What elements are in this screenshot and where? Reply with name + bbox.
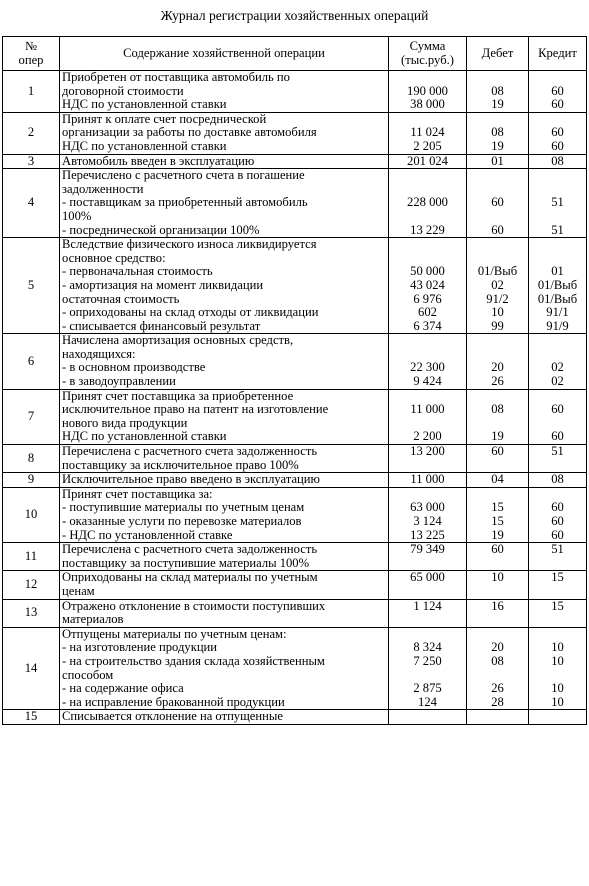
operation-description: Принят к оплате счет посреднической	[62, 111, 267, 126]
operation-number: 7	[3, 389, 60, 444]
journal-title: Журнал регистрации хозяйственных операций	[160, 8, 429, 23]
operation-description: находящихся:	[62, 346, 136, 361]
operation-number: 12	[3, 571, 60, 599]
operation-debit	[467, 210, 528, 224]
operation-sum: 190 000	[407, 83, 448, 98]
operation-description: Приобретен от поставщика автомобиль по	[62, 70, 290, 84]
operation-sum: 6 976	[413, 291, 442, 306]
operation-credit	[529, 71, 586, 85]
operation-debit-cell	[467, 599, 529, 627]
table-row	[3, 543, 587, 571]
operation-description-cell	[60, 238, 389, 334]
operation-credit: 02	[551, 374, 564, 389]
operation-description: Автомобиль введен в эксплуатацию	[62, 153, 255, 168]
operation-description: ценам	[62, 583, 95, 598]
operation-number: 11	[3, 543, 60, 571]
operation-credit	[529, 557, 586, 571]
operation-description: - посреднической организации 100%	[62, 222, 260, 237]
operation-sum: 43 024	[410, 277, 445, 292]
operation-credit-cell	[529, 389, 587, 444]
operation-description-cell	[60, 571, 389, 599]
operation-credit: 01/Выб	[537, 291, 578, 306]
operation-debit: 08	[491, 83, 504, 98]
operation-debit: 16	[491, 598, 504, 613]
operation-sum: 11 000	[410, 402, 445, 417]
operation-credit: 15	[551, 570, 564, 585]
operation-sum	[389, 613, 466, 627]
operation-credit-cell	[529, 571, 587, 599]
operation-description: НДС по установленной ставки	[62, 138, 227, 153]
operation-debit: 19	[491, 527, 504, 542]
operation-description: - амортизация на момент ликвидации	[62, 277, 264, 292]
operation-debit-cell	[467, 487, 529, 542]
operation-credit-cell	[529, 112, 587, 154]
operation-description: - на содержание офиса	[62, 681, 184, 696]
operation-credit: 10	[551, 653, 564, 668]
operation-debit-cell	[467, 571, 529, 599]
operation-description-cell	[60, 169, 389, 238]
operation-credit	[529, 183, 586, 197]
operation-description-cell	[60, 154, 389, 169]
operation-number: 10	[3, 487, 60, 542]
operation-sum	[389, 710, 466, 724]
operation-sum	[389, 348, 466, 362]
operation-sum: 2 205	[413, 138, 442, 153]
operation-sum	[389, 183, 466, 197]
operation-description: Перечислена с расчетного счета задолженность	[62, 444, 318, 459]
operation-description: Отпущены материалы по учетным ценам:	[62, 626, 287, 641]
operation-sum	[389, 459, 466, 473]
operation-debit-cell	[467, 169, 529, 238]
operation-debit-cell	[467, 543, 529, 571]
operation-description-cell	[60, 487, 389, 542]
header-number-line: опер	[18, 52, 44, 67]
operation-description: Исключительное право введено в эксплуатацию	[62, 472, 320, 487]
operation-credit	[529, 417, 586, 431]
operation-number: 2	[3, 112, 60, 154]
operation-description-cell	[60, 473, 389, 488]
operation-description: НДС по установленной ставки	[62, 429, 227, 444]
operation-sum-cell	[389, 473, 467, 488]
operation-description: нового вида продукции	[62, 415, 188, 430]
operation-description: задолженности	[62, 181, 144, 196]
operation-credit: 10	[551, 640, 564, 655]
operation-number: 9	[3, 473, 60, 488]
operation-description-cell	[60, 389, 389, 444]
operation-debit: 60	[491, 222, 504, 237]
operation-description: Принят счет поставщика за приобретенное	[62, 388, 294, 403]
operation-sum: 7 250	[413, 653, 442, 668]
operation-debit-cell	[467, 445, 529, 473]
operation-description: - поставщикам за приобретенный автомобиль	[62, 195, 308, 210]
operation-description: - НДС по установленной ставке	[62, 527, 233, 542]
operation-sum	[389, 334, 466, 348]
operation-description: поставщику за исключительное право 100%	[62, 457, 299, 472]
operation-credit	[529, 334, 586, 348]
operation-sum	[389, 390, 466, 404]
table-row	[3, 169, 587, 238]
operation-number: 8	[3, 445, 60, 473]
operation-sum: 6 374	[413, 318, 442, 333]
operation-sum: 13 225	[410, 527, 445, 542]
header-description: Содержание хозяйственной операции	[60, 37, 389, 71]
operation-debit-cell	[467, 154, 529, 169]
operation-credit-cell	[529, 473, 587, 488]
table-row	[3, 112, 587, 154]
operation-credit-cell	[529, 169, 587, 238]
operation-credit: 60	[551, 402, 564, 417]
operation-description: исключительное право на патент на изготовление	[62, 402, 329, 417]
operation-description: Перечислено с расчетного счета в погашение	[62, 168, 305, 183]
operation-description: НДС по установленной ставки	[62, 97, 227, 112]
operation-sum	[389, 585, 466, 599]
operation-sum: 50 000	[410, 264, 445, 279]
operation-credit	[529, 169, 586, 183]
operation-credit: 60	[551, 97, 564, 112]
operation-debit	[467, 334, 528, 348]
operation-sum: 228 000	[407, 195, 448, 210]
operation-sum-cell	[389, 154, 467, 169]
operation-sum-cell	[389, 710, 467, 725]
operation-credit: 08	[551, 472, 564, 487]
operation-credit: 15	[551, 598, 564, 613]
table-row	[3, 473, 587, 488]
operation-sum: 79 349	[410, 542, 445, 557]
operation-sum-cell	[389, 71, 467, 113]
operation-debit	[467, 238, 528, 252]
operation-sum-cell	[389, 445, 467, 473]
operation-number: 15	[3, 710, 60, 725]
operation-sum	[389, 252, 466, 266]
operation-description: договорной стоимости	[62, 83, 184, 98]
operation-description: материалов	[62, 612, 124, 627]
operation-sum: 11 000	[410, 472, 445, 487]
operation-sum	[389, 169, 466, 183]
operation-credit: 60	[551, 500, 564, 515]
operation-debit-cell	[467, 389, 529, 444]
operation-description: Перечислена с расчетного счета задолженность	[62, 542, 318, 557]
operation-description-cell	[60, 599, 389, 627]
operation-debit	[467, 169, 528, 183]
operation-debit	[467, 669, 528, 683]
operation-credit: 60	[551, 83, 564, 98]
operation-debit-cell	[467, 238, 529, 334]
operation-debit: 15	[491, 500, 504, 515]
operation-credit	[529, 238, 586, 252]
operation-description: Отражено отклонение в стоимости поступивших	[62, 598, 326, 613]
operation-debit: 19	[491, 97, 504, 112]
operation-description: - на исправление бракованной продукции	[62, 694, 285, 709]
operation-credit	[529, 613, 586, 627]
table-row	[3, 627, 587, 710]
operation-debit	[467, 613, 528, 627]
table-row	[3, 71, 587, 113]
operation-credit-cell	[529, 710, 587, 725]
operation-credit: 60	[551, 138, 564, 153]
operation-debit	[467, 557, 528, 571]
operation-sum: 2 875	[413, 681, 442, 696]
operation-number: 13	[3, 599, 60, 627]
operation-credit: 10	[551, 694, 564, 709]
operation-description-cell	[60, 71, 389, 113]
operation-sum	[389, 417, 466, 431]
operation-description: - оприходованы на склад отходы от ликвидации	[62, 305, 319, 320]
header-number-line: №	[24, 38, 38, 53]
operation-debit	[467, 348, 528, 362]
operation-credit	[529, 585, 586, 599]
operation-debit: 26	[491, 681, 504, 696]
operation-debit-cell	[467, 473, 529, 488]
operation-debit-cell	[467, 627, 529, 710]
operation-credit	[529, 669, 586, 683]
header-debit: Дебет	[467, 37, 529, 71]
operation-description: Оприходованы на склад материалы по учетным	[62, 570, 318, 585]
operation-number: 5	[3, 238, 60, 334]
operation-debit	[467, 71, 528, 85]
operation-credit: 02	[551, 360, 564, 375]
operation-credit	[529, 459, 586, 473]
operation-description: - на изготовление продукции	[62, 640, 218, 655]
operation-credit-cell	[529, 71, 587, 113]
operation-description: основное средство:	[62, 250, 166, 265]
operation-sum	[389, 488, 466, 502]
operation-sum-cell	[389, 112, 467, 154]
operation-credit-cell	[529, 599, 587, 627]
operation-credit	[529, 252, 586, 266]
operation-credit	[529, 348, 586, 362]
operation-description: - в заводоуправлении	[62, 374, 176, 389]
operation-description: - списывается финансовый результат	[62, 318, 261, 333]
operation-credit	[529, 628, 586, 642]
operation-number: 4	[3, 169, 60, 238]
operation-debit	[467, 390, 528, 404]
operation-sum: 2 200	[413, 429, 442, 444]
operation-debit: 20	[491, 360, 504, 375]
header-row	[3, 37, 587, 71]
operation-sum-cell	[389, 487, 467, 542]
operation-sum: 13 229	[410, 222, 445, 237]
operation-sum: 22 300	[410, 360, 445, 375]
operation-debit: 19	[491, 429, 504, 444]
operation-credit: 60	[551, 514, 564, 528]
operation-debit: 20	[491, 640, 504, 655]
operation-credit-cell	[529, 445, 587, 473]
operation-sum	[389, 557, 466, 571]
operation-sum: 8 324	[413, 640, 442, 655]
operation-credit	[529, 210, 586, 224]
operation-sum	[389, 669, 466, 683]
operation-debit-cell	[467, 71, 529, 113]
operation-credit-cell	[529, 334, 587, 389]
operation-description-cell	[60, 710, 389, 725]
operation-description: Начислена амортизация основных средств,	[62, 333, 294, 348]
operation-sum: 13 200	[410, 444, 445, 459]
operation-credit	[529, 488, 586, 502]
header-number	[3, 37, 60, 71]
operation-sum: 201 024	[407, 153, 448, 168]
operation-debit: 02	[491, 277, 504, 292]
operation-sum-cell	[389, 571, 467, 599]
operation-credit	[529, 390, 586, 404]
operation-sum-cell	[389, 599, 467, 627]
table-row	[3, 487, 587, 542]
operation-description: способом	[62, 667, 114, 682]
operation-debit: 08	[491, 653, 504, 668]
operation-credit: 01	[551, 264, 564, 279]
header-sum-line: (тыс.руб.)	[401, 52, 454, 67]
operation-credit: 51	[551, 222, 564, 237]
operation-number: 14	[3, 627, 60, 710]
operation-description: поставщику за поступившие материалы 100%	[62, 555, 310, 570]
table-row	[3, 710, 587, 725]
operation-sum	[389, 113, 466, 127]
operation-sum-cell	[389, 334, 467, 389]
operation-credit	[529, 710, 586, 724]
operation-debit: 15	[491, 514, 504, 528]
journal-body	[3, 71, 587, 725]
table-row	[3, 571, 587, 599]
operation-description: - на строительство здания склада хозяйственным	[62, 653, 325, 668]
operation-debit: 10	[491, 305, 504, 320]
header-sum	[389, 37, 467, 71]
operation-debit: 99	[491, 318, 504, 333]
operation-sum: 38 000	[410, 97, 445, 112]
operation-credit-cell	[529, 238, 587, 334]
operation-debit	[467, 252, 528, 266]
operation-credit: 51	[551, 195, 564, 210]
operation-debit: 60	[491, 542, 504, 557]
operation-sum: 9 424	[413, 374, 442, 389]
operation-debit: 04	[491, 472, 504, 487]
operation-sum	[389, 210, 466, 224]
operation-credit-cell	[529, 627, 587, 710]
operation-description-cell	[60, 112, 389, 154]
operation-credit: 60	[551, 125, 564, 140]
operation-sum	[389, 71, 466, 85]
operation-debit: 01	[491, 153, 504, 168]
operation-debit	[467, 183, 528, 197]
operation-description: Списывается отклонение на отпущенные	[62, 709, 283, 724]
operation-debit	[467, 488, 528, 502]
operation-sum-cell	[389, 169, 467, 238]
operation-debit	[467, 710, 528, 724]
table-row	[3, 154, 587, 169]
operation-debit: 60	[491, 444, 504, 459]
operation-number: 3	[3, 154, 60, 169]
table-row	[3, 599, 587, 627]
header-sum-line: Сумма	[409, 38, 446, 53]
operation-credit-cell	[529, 543, 587, 571]
operation-description: организации за работы по доставке автомобиля	[62, 125, 317, 140]
operation-description: 100%	[62, 208, 92, 223]
operation-debit-cell	[467, 710, 529, 725]
operation-sum	[389, 628, 466, 642]
operation-credit: 10	[551, 681, 564, 696]
operation-description-cell	[60, 627, 389, 710]
table-row	[3, 238, 587, 334]
operation-sum-cell	[389, 389, 467, 444]
operation-description: - поступившие материалы по учетным ценам	[62, 500, 305, 515]
operation-sum: 602	[418, 305, 437, 320]
operation-credit: 60	[551, 429, 564, 444]
operation-credit	[529, 113, 586, 127]
operation-sum-cell	[389, 627, 467, 710]
operation-description: - в основном производстве	[62, 360, 206, 375]
operation-debit: 08	[491, 402, 504, 417]
header-credit: Кредит	[529, 37, 587, 71]
operation-number: 1	[3, 71, 60, 113]
operation-credit: 91/1	[546, 305, 569, 320]
operation-sum: 65 000	[410, 570, 445, 585]
operation-debit	[467, 585, 528, 599]
operation-credit-cell	[529, 487, 587, 542]
operation-description-cell	[60, 445, 389, 473]
operation-debit: 28	[491, 694, 504, 709]
operation-description: остаточная стоимость	[62, 291, 180, 306]
operation-credit-cell	[529, 154, 587, 169]
operation-debit: 08	[491, 125, 504, 140]
operation-sum: 1 124	[413, 598, 442, 613]
table-row	[3, 389, 587, 444]
operation-debit: 10	[491, 570, 504, 585]
operation-debit: 19	[491, 138, 504, 153]
operation-sum: 11 024	[410, 125, 445, 140]
operation-description-cell	[60, 543, 389, 571]
operation-credit: 08	[551, 153, 564, 168]
operation-debit-cell	[467, 112, 529, 154]
operation-description: - первоначальная стоимость	[62, 264, 213, 279]
table-row	[3, 445, 587, 473]
operation-debit: 26	[491, 374, 504, 389]
operation-description-cell	[60, 334, 389, 389]
operation-credit: 91/9	[546, 318, 569, 333]
operation-credit: 51	[551, 542, 564, 557]
operation-credit: 51	[551, 444, 564, 459]
operation-description: Вследствие физического износа ликвидируется	[62, 237, 317, 252]
operation-number: 6	[3, 334, 60, 389]
operation-debit: 91/2	[486, 291, 509, 306]
operation-debit	[467, 459, 528, 473]
operation-sum	[389, 238, 466, 252]
operation-debit-cell	[467, 334, 529, 389]
operation-debit	[467, 417, 528, 431]
operation-credit: 01/Выб	[537, 277, 578, 292]
operation-description: - оказанные услуги по перевозке материалов	[62, 514, 302, 528]
operation-description: Принят счет поставщика за:	[62, 486, 213, 501]
operation-debit	[467, 628, 528, 642]
operation-sum: 3 124	[413, 514, 442, 528]
operation-debit	[467, 113, 528, 127]
operation-debit: 60	[491, 195, 504, 210]
operation-sum-cell	[389, 238, 467, 334]
operation-sum-cell	[389, 543, 467, 571]
operation-sum: 63 000	[410, 500, 445, 515]
operation-debit: 01/Выб	[477, 264, 518, 279]
operations-journal-table	[2, 36, 587, 725]
operation-credit: 60	[551, 527, 564, 542]
operation-sum: 124	[418, 694, 437, 709]
table-row	[3, 334, 587, 389]
